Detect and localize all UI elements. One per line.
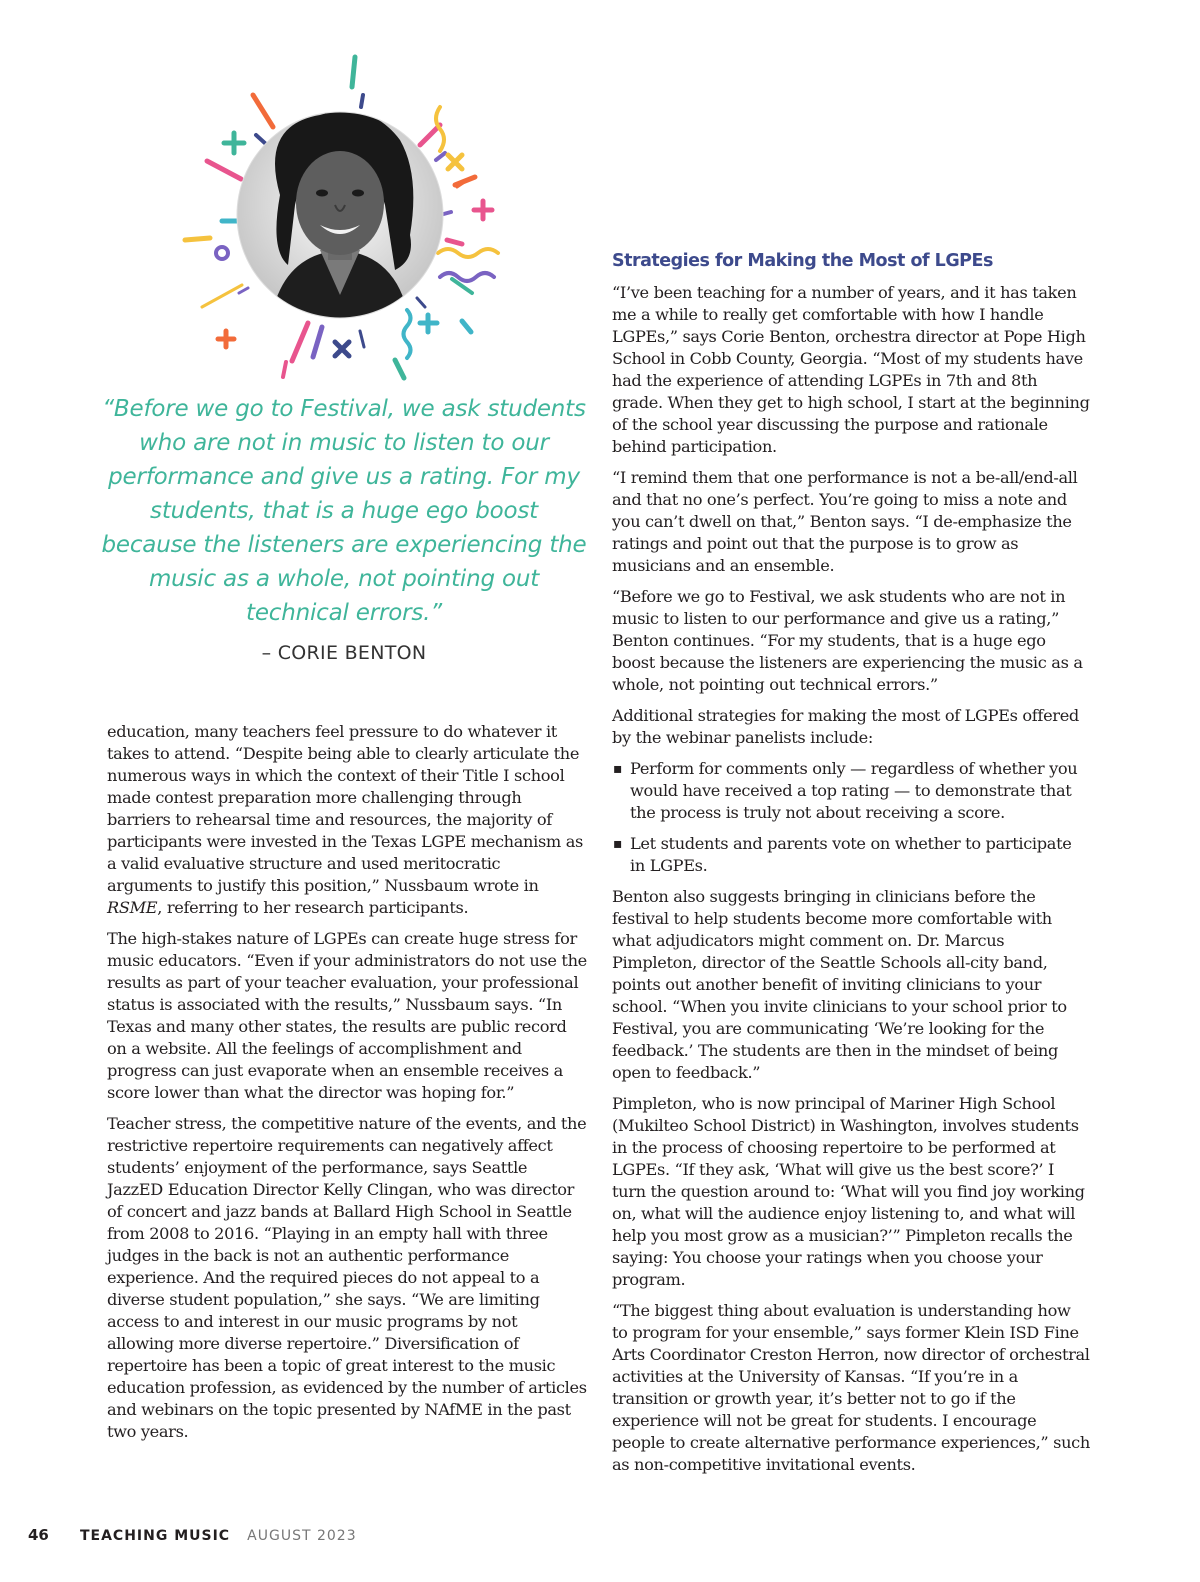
right-column [612, 249, 1090, 1485]
issue-date: AUGUST 2023 [247, 1528, 357, 1544]
list-item: ▪ Perform for comments only — regardless of whether you would have received a top rating — to demonstrate that the process is truly not about receiving a score. [613, 759, 1078, 822]
paragraph: “I’ve been teaching for a number of years, and it has taken me a while to really get comfortable with how I handle LGPEs,” says Corie Benton, orchestra director at Pope High School in Cobb County, Georgia. “Most of my students have had the experience of attending LGPEs in 7th and 8th grade. When they get to high school, I start at the beginning of the school year discussing the purpose and rationale behind participation. [612, 283, 1090, 456]
bullet-icon: ▪ [613, 836, 623, 852]
page-number: 46 [28, 1526, 49, 1544]
bullet-icon: ▪ [613, 761, 623, 777]
paragraph: The high-stakes nature of LGPEs can create huge stress for music educators. “Even if your administrators do not use the results as part of your teacher evaluation, your professional status is associated with the results,” Nussbaum says. “In Texas and many other states, the results are public record on a website. All the feelings of accomplishment and progress can just evaporate when an ensemble receives a score lower than what the director was hoping for.” [107, 929, 587, 1102]
quote-attribution: – CORIE BENTON [261, 642, 427, 664]
paragraph: Pimpleton, who is now principal of Mariner High School (Mukilteo School District) in Washington, involves students in the process of choosing repertoire to be performed at LGPEs. “If they ask, ‘What will give us the best score?’ I turn the question around to: ‘What will you find joy working on, what will the audience enjoy listening to, and what will help you most grow as a musician?’” Pimpleton recalls the saying: You choose your ratings when you choose your program. [612, 1094, 1085, 1289]
paragraph: “I remind them that one performance is not a be-all/end-all and that no one’s perfect. You’re going to miss a note and you can’t dwell on that,” Benton says. “I de-emphasize the ratings and point out that the purpose is to grow as musicians and an ensemble. [612, 468, 1078, 575]
paragraph: education, many teachers feel pressure to do whatever it takes to attend. “Despite being able to clearly articulate the numerous ways in which the context of their Title I school made contest preparation more challenging through barriers to rehearsal time and resources, the majority of participants were invested in the Texas LGPE mechanism as a valid evaluative structure and used meritocratic arguments to justify this position,” Nussbaum wrote in RSME, referring to her research participants. [107, 722, 583, 917]
journal-title: RSME [107, 898, 158, 917]
paragraph: Additional strategies for making the most of LGPEs offered by the webinar panelists include: [612, 706, 1079, 747]
magazine-name: TEACHING MUSIC [79, 1528, 231, 1544]
page-footer [28, 1525, 357, 1544]
paragraph: “The biggest thing about evaluation is understanding how to program for your ensemble,” says former Klein ISD Fine Arts Coordinator Creston Herron, now director of orchestral activities at the University of Kansas. “If you’re in a transition or growth year, it’s better not to go if the experience will not be great for students. I encourage people to create alternative performance experiences,” such as non-competitive invitational events. [612, 1301, 1090, 1474]
left-column [107, 721, 587, 1452]
list-item: ▪ Let students and parents vote on whether to participate in LGPEs. [613, 834, 1072, 875]
portrait-graphic [170, 45, 510, 395]
section-heading: Strategies for Making the Most of LGPEs [612, 251, 993, 271]
paragraph: Teacher stress, the competitive nature of the events, and the restrictive repertoire requirements can negatively affect students’ enjoyment of the performance, says Seattle JazzED Education Director Kelly Clingan, who was director of concert and jazz bands at Ballard High School in Seattle from 2008 to 2016. “Playing in an empty hall with three judges in the back is not an authentic performance experience. And the required pieces do not appeal to a diverse student population,” she says. “We are limiting access to and interest in our music programs by not allowing more diverse repertoire.” Diversification of repertoire has been a topic of great interest to the music education profession, as evidenced by the number of articles and webinars on the topic presented by NAfME in the past two years. [107, 1114, 587, 1441]
paragraph: “Before we go to Festival, we ask students who are not in music to listen to our performance and give us a rating,” Benton continues. “For my students, that is a huge ego boost because the listeners are experiencing the music as a whole, not pointing out technical errors.” [612, 587, 1083, 694]
paragraph: Benton also suggests bringing in clinicians before the festival to help students become more comfortable with what adjudicators might comment on. Dr. Marcus Pimpleton, director of the Seattle Schools all-city band, points out another benefit of inviting clinicians to your school. “When you invite clinicians to your school prior to Festival, you are communicating ‘We’re looking for the feedback.’ The students are then in the mindset of being open to feedback.” [612, 887, 1067, 1082]
portrait-photo [230, 105, 450, 325]
strategy-list [612, 758, 1090, 877]
pull-quote: “Before we go to Festival, we ask students who are not in music to listen to our performance and give us a rating. For my students, that is a huge ego boost because the listeners are experiencing the music as a whole, not pointing out technical errors.” [101, 396, 587, 626]
